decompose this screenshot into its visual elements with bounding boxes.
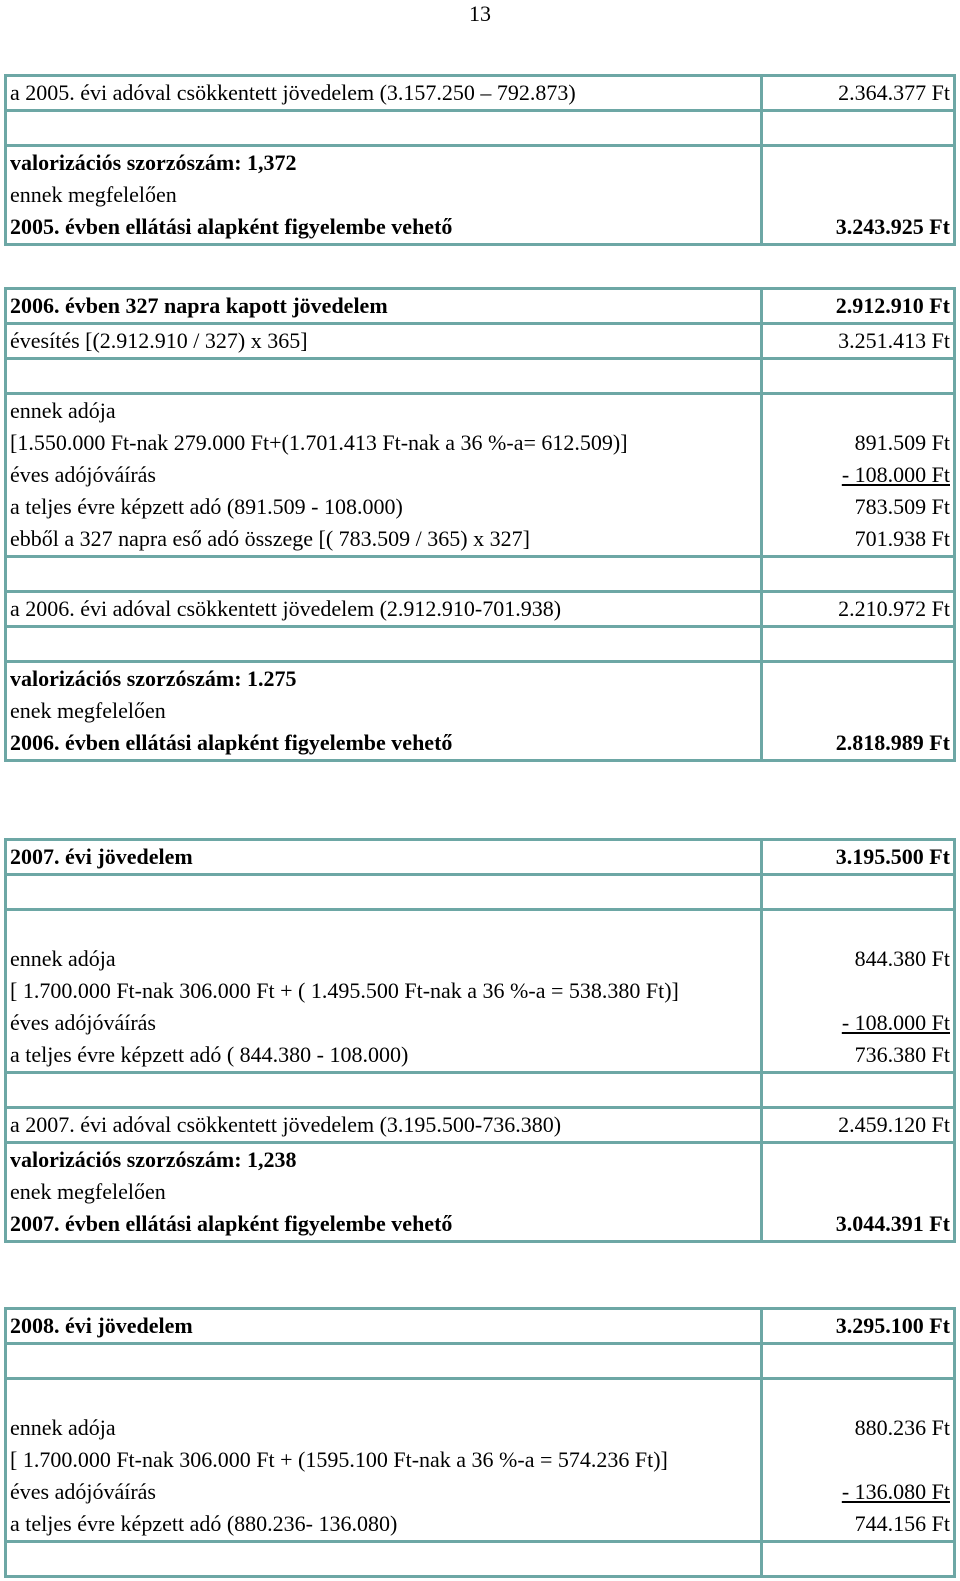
label-line: 2007. évi jövedelem [10,844,193,869]
row-value [762,1143,955,1242]
value-line: 844.380 Ft [854,946,950,971]
label-line [10,558,757,590]
value-text: 3.195.500 Ft [835,844,950,869]
label-line: valorizációs szorzószám: 1,372 [10,150,297,175]
value-line: - 108.000 Ft [841,462,950,487]
label-line [10,1543,757,1575]
row-value [762,394,955,557]
label-line: a teljes évre képzett adó ( 844.380 - 108.000) [10,1042,409,1067]
row-label [6,662,762,761]
value-line [766,395,950,427]
table-row [6,324,955,359]
row-label [6,1344,762,1379]
row-value [762,627,955,662]
income-table-2007 [4,838,956,1243]
table-row [6,146,955,245]
row-value [762,1309,955,1344]
row-value [762,910,955,1073]
label-line [10,1074,757,1106]
label-line [10,1345,757,1377]
table-row [6,359,955,394]
value-spacer [766,975,950,1007]
table-row [6,1379,955,1542]
label-line: a teljes évre képzett adó (891.509 - 108.000) [10,494,403,519]
value-text: 2.912.910 Ft [835,293,950,318]
table-row [6,840,955,875]
label-line: évesítés [(2.912.910 / 327) x 365] [10,328,308,353]
row-value [762,662,955,761]
label-line: valorizációs szorzószám: 1,238 [10,1147,297,1172]
row-label [6,557,762,592]
label-line: 2005. évben ellátási alapként figyelembe vehető [10,214,453,239]
row-value [762,111,955,146]
income-table-2005 [4,74,956,246]
table-row [6,1309,955,1344]
row-value [762,1379,955,1542]
row-value [762,1108,955,1143]
row-label [6,1309,762,1344]
value-text: 2.210.972 Ft [838,596,950,621]
row-label [6,1143,762,1242]
value-spacer [766,1444,950,1476]
label-line: éves adójóváírás [10,1010,156,1035]
value-text: 2.364.377 Ft [838,80,950,105]
value-line: - 108.000 Ft [841,1010,950,1035]
value-text: 2.459.120 Ft [838,1112,950,1137]
value-line: 744.156 Ft [854,1511,950,1536]
row-value [762,557,955,592]
table-row [6,662,955,761]
row-label [6,111,762,146]
table-row [6,289,955,324]
table-row [6,1542,955,1577]
value-line: 783.509 Ft [854,494,950,519]
label-line: a teljes évre képzett adó (880.236- 136.080) [10,1511,398,1536]
value-text: 3.044.391 Ft [835,1211,950,1236]
label-line: ennek adója [10,946,116,971]
table-row [6,1344,955,1379]
label-line [10,628,757,660]
label-line: 2008. évi jövedelem [10,1313,193,1338]
row-value [762,1542,955,1577]
row-label [6,146,762,245]
value-line: 736.380 Ft [854,1042,950,1067]
value-line [766,911,950,943]
value-text: 3.251.413 Ft [838,328,950,353]
label-line: éves adójóváírás [10,462,156,487]
table-row [6,76,955,111]
row-value [762,324,955,359]
row-label [6,1379,762,1542]
label-line: 2006. évben ellátási alapként figyelembe vehető [10,730,453,755]
label-line: ennek adója [10,1415,116,1440]
label-line: [ 1.700.000 Ft-nak 306.000 Ft + (1595.100 Ft-nak a 36 %-a = 574.236 Ft)] [10,1447,668,1472]
row-label [6,359,762,394]
label-line: 2006. évben 327 napra kapott jövedelem [10,293,388,318]
row-value [762,359,955,394]
row-value [762,1344,955,1379]
page-number: 13 [469,1,491,26]
row-label [6,1073,762,1108]
value-line: 701.938 Ft [854,526,950,551]
label-line: a 2006. évi adóval csökkentett jövedelem (2.912.910-701.938) [10,596,562,621]
row-value [762,592,955,627]
label-line: [ 1.700.000 Ft-nak 306.000 Ft + ( 1.495.500 Ft-nak a 36 %-a = 538.380 Ft)] [10,978,679,1003]
label-line: [1.550.000 Ft-nak 279.000 Ft+(1.701.413 Ft-nak a 36 %-a= 612.509)] [10,430,628,455]
row-label [6,840,762,875]
value-line: 880.236 Ft [854,1415,950,1440]
table-row [6,1073,955,1108]
table-row [6,557,955,592]
table-row [6,1108,955,1143]
income-table-2006 [4,287,956,762]
row-label [6,910,762,1073]
table-row [6,910,955,1073]
value-line [766,1380,950,1412]
row-value [762,875,955,910]
table-row [6,592,955,627]
row-label [6,1542,762,1577]
label-line: 2007. évben ellátási alapként figyelembe vehető [10,1211,453,1236]
value-text: 3.295.100 Ft [835,1313,950,1338]
label-line [10,360,757,392]
table-row [6,627,955,662]
value-text: 2.818.989 Ft [835,730,950,755]
row-value [762,76,955,111]
row-label [6,324,762,359]
row-value [762,289,955,324]
label-line: ebből a 327 napra eső adó összege [( 783.509 / 365) x 327] [10,526,530,551]
label-line [10,112,757,144]
label-line: a 2007. évi adóval csökkentett jövedelem (3.195.500-736.380) [10,1112,562,1137]
row-label [6,289,762,324]
value-text: 3.243.925 Ft [835,214,950,239]
value-line: - 136.080 Ft [841,1479,950,1504]
row-label [6,1108,762,1143]
label-line: ennek adója [10,398,116,423]
value-line: 891.509 Ft [854,430,950,455]
row-value [762,840,955,875]
table-row [6,111,955,146]
row-label [6,875,762,910]
label-line: ennek megfelelően [10,182,177,207]
table-row [6,875,955,910]
row-value [762,1073,955,1108]
table-row [6,394,955,557]
label-line [10,876,757,908]
label-line: a 2005. évi adóval csökkentett jövedelem (3.157.250 – 792.873) [10,80,576,105]
label-line: éves adójóváírás [10,1479,156,1504]
table-row [6,1143,955,1242]
label-line: valorizációs szorzószám: 1.275 [10,666,297,691]
row-label [6,394,762,557]
label-line: enek megfelelően [10,1179,166,1204]
row-value [762,146,955,245]
row-label [6,627,762,662]
label-line: enek megfelelően [10,698,166,723]
row-label [6,76,762,111]
row-label [6,592,762,627]
income-table-2008 [4,1307,956,1578]
